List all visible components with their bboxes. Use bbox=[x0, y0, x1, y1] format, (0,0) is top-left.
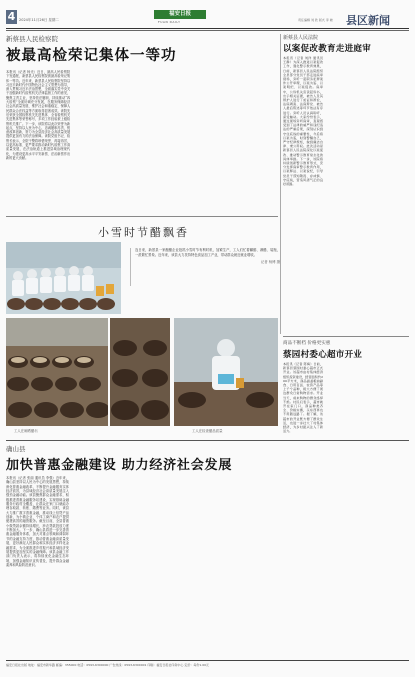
article-body: 本报讯（记者 杨光）近日，最高人民检察院下发通报，新蔡县人民检察院被最高检荣记集体一等功。近年来，新蔡县人民检察院坚持以习近平新时代中国特色社会主义思想为指导，深入贯彻习近平法治思想，全面落实党中央关于加强新时代检察机关法律监督工作的意见，聚焦主责主业，坚持依法履职，持续推动“四大检察”全面协调充分发展，在服务保障经济社会高质量发展、维护社会和谐稳定、保障人民群众合法权益等方面取得显著成效。该院先后荣获全国检察机关先进集体、全省检察机关先进集体等荣誉称号，多项工作经验被上级检察机关推广。下一步，该院将以此次荣誉为新起点，坚持以人民为中心，忠诚履职尽责，锐意改革创新，努力为全县经济社会高质量发展提供更加有力的法治保障。该院党组书记、检察长表示，全院干警将珍惜荣誉、再接再厉，以更高标准、更严要求推动新时代检察工作高质量发展，在法治轨道上推进县域治理现代化，为建设更高水平平安新蔡、法治新蔡作出新的更大贡献。 bbox=[6, 70, 71, 160]
feature-title: 小雪时节醋飘香 bbox=[98, 226, 189, 239]
column-divider bbox=[280, 34, 281, 334]
date-line: 2024年11月26日 星期二 bbox=[19, 18, 59, 22]
masthead-subtitle: FUAN DAILY bbox=[158, 20, 181, 24]
article-body: 本报讯（记者 陈梅）日前，新蔡县蔡园村委心超市正式开业。该超市由村集体经济组织投资建设，经营面积约200平方米，商品涵盖粮油副食、日用百货、农资产品等上千个品种，极大方便了周边群众日常购物需求。开业当天，前来购物的群众络绎不绝。村民们表示，超市就开在家门口，商品种类齐全、价格实惠，买东西再也不用跑远路了。据了解，该超市的开业既方便了群众生活，也进一步壮大了村集体经济，为乡村振兴注入了新活力。 bbox=[283, 362, 323, 434]
vinegar-jars-photo bbox=[6, 242, 121, 314]
footer-imprint: 福安日报社出版 地址：福安市新华路 邮编：355000 电话：0593-6300000 广告热线：0593-6300001 印刷：福安日报社印务中心 定价：每份1.00元 bbox=[6, 663, 210, 667]
article-finance bbox=[6, 444, 409, 658]
article-body-columns bbox=[283, 362, 409, 438]
section-title: 县区新闻 bbox=[346, 14, 390, 27]
worker-inspecting-photo bbox=[174, 318, 278, 426]
feature-intro-box bbox=[130, 248, 280, 286]
article-headline: 以案促改教育走进庭审 bbox=[283, 44, 372, 54]
article-body: 本报讯（记者 刘洋 通讯员 王静）为深入推进以案促改工作，强化警示教育效果，日前，新蔡县人民法院组织全县部分党员干部走进庭审现场，旁听一起职务犯罪案件公开审理，以案为鉴、以案明纪、以案促改。庭审中，公诉机关宣读起诉书，出示相关证据，被告人及其辩护人进行了质证和辩论，法庭调查、法庭辩论、被告人最后陈述等环节依法有序进行。旁听人员认真聆听，深受触动。大家纷纷表示，通过现场旁听庭审，直观感受到了法律的威严和违纪违法的严重后果，深刻认识到守住底线的重要性，今后将以案为鉴，时刻警醒自己，严守纪律规矩，做到廉洁自律、秉公用权。此次活动是新蔡县人民法院深化以案促改、推动警示教育常态化的具体举措。下一步，该院将持续创新警示教育形式，充分发挥庭审警示教育作用，以案释法、以案说纪，引导党员干部知敬畏、存戒惧、守底线，营造风清气正的良好氛围。 bbox=[283, 56, 323, 187]
vinegar-jars-closeup-photo bbox=[110, 318, 170, 426]
article-kicker: 商品不断档 价格更实惠 bbox=[283, 341, 331, 346]
article-headline: 蔡园村委心超市开业 bbox=[283, 350, 363, 360]
article-body: 本报讯（记者 张丽 通讯员 李强）近年来，确山县坚持以人民为中心的发展思想，持续深化普惠金融改革，不断提升金融服务实体经济质效，为县域经济社会高质量发展注入强劲金融动能。该县聚焦群众金融需求，积极推进普惠金融服务站建设，实现基础金融服务行政村全覆盖，让群众在家门口就能办理存取款、转账、缴费等业务。同时，该县大力推广数字普惠金融，推动线上信贷产品创新，为小微企业、个体工商户和农户提供便捷高效的融资服务。截至目前，全县普惠小微贷款余额持续增长，涉农贷款投放力度不断加大。下一步，确山县将进一步完善普惠金融服务体系，加大对重点领域和薄弱环节的金融支持力度，推动普惠金融高质量发展，更好满足人民群众和实体经济多样化金融需求，为全面推进乡村振兴和县域经济发展提供更加坚实的金融保障。该县金融工作部门负责人表示，将持续优化金融生态环境，加强金融知识宣传普及，提升群众金融素养和风险防范意识。 bbox=[6, 476, 69, 567]
photo-bottom-left bbox=[6, 318, 108, 426]
feature-intro: 连日来，新蔡县一家酿醋企业抢抓小雪时节有利时机，加紧生产，工人们忙着翻醅、淋醋、装瓶，一派繁忙景象。近年来，该县大力扶持特色食品加工产业，带动群众就近就业增收。 bbox=[135, 248, 280, 257]
section-rule bbox=[6, 440, 409, 441]
article-body-columns bbox=[6, 70, 278, 212]
header-rule-thin bbox=[6, 30, 409, 31]
photo-feature bbox=[6, 220, 278, 435]
vinegar-jars-warehouse-photo bbox=[6, 318, 108, 426]
page-number: 4 bbox=[7, 10, 16, 23]
masthead: 福安日报 bbox=[154, 10, 206, 19]
article-procuratorate bbox=[6, 34, 278, 214]
footer-rule bbox=[6, 660, 409, 661]
feature-credit: 记者 杨博 摄 bbox=[260, 260, 280, 265]
photo-caption-left: 工人在晾晒醋坛 bbox=[14, 429, 38, 433]
article-headline: 被最高检荣记集体一等功 bbox=[6, 48, 177, 64]
article-court bbox=[283, 34, 409, 334]
photo-bottom-right bbox=[174, 318, 278, 426]
photo-bottom-middle bbox=[110, 318, 170, 426]
article-kicker: 新蔡县人民检察院 bbox=[6, 35, 58, 43]
article-kicker: 新蔡县人民法院 bbox=[283, 35, 319, 41]
section-rule bbox=[283, 336, 409, 337]
header-rule bbox=[6, 28, 409, 29]
section-rule bbox=[6, 216, 278, 217]
photo-caption-right: 工人在检查醋品质量 bbox=[192, 429, 223, 433]
article-headline: 加快普惠金融建设 助力经济社会发展 bbox=[6, 458, 233, 473]
photo-top bbox=[6, 242, 121, 314]
article-supermarket bbox=[283, 340, 409, 440]
article-kicker: 确山县 bbox=[6, 445, 26, 453]
editor-line: 责任编辑 刘 欣 版式 李 晓 bbox=[298, 18, 333, 22]
article-body-columns bbox=[283, 56, 409, 332]
article-body-columns bbox=[6, 476, 409, 656]
